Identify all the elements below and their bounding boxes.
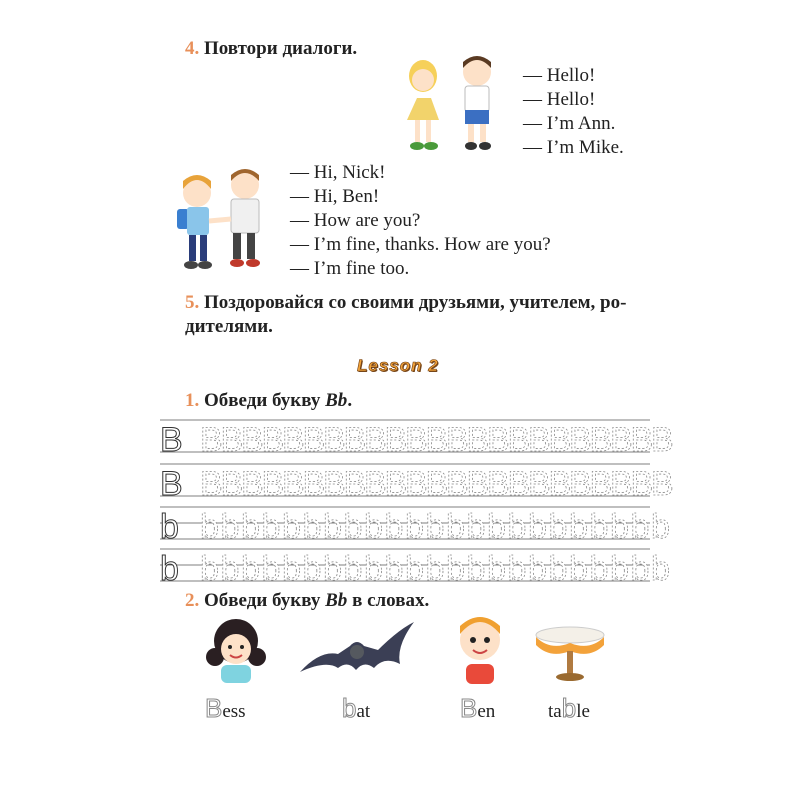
traced-letter[interactable]: b — [487, 508, 506, 546]
task-4-heading — [185, 38, 357, 60]
traced-letter[interactable]: B — [302, 465, 326, 503]
traced-letter[interactable]: B — [384, 465, 408, 503]
task-1-text: Обведи букву — [204, 390, 326, 411]
traced-letter[interactable]: b — [282, 508, 301, 546]
traced-letter[interactable]: b — [651, 508, 670, 546]
task-2-letters: Bb — [325, 590, 348, 611]
traced-letter[interactable]: B — [630, 421, 654, 459]
nick-and-ben-icon — [165, 165, 275, 275]
task-1-end: . — [347, 390, 353, 411]
traced-letter[interactable]: b — [220, 550, 240, 588]
traced-letter[interactable]: B — [425, 465, 449, 503]
traced-letter[interactable]: B — [220, 465, 244, 503]
traced-letter[interactable]: B — [241, 421, 264, 459]
traced-letter[interactable]: b — [384, 550, 404, 588]
traced-letter[interactable]: B — [384, 421, 408, 459]
traced-letter[interactable]: b — [630, 550, 650, 588]
traced-letter[interactable]: b — [528, 550, 547, 588]
word-rest: at — [356, 701, 371, 722]
trace-row-upper-2[interactable] — [160, 462, 674, 503]
traced-letter[interactable]: b — [630, 508, 650, 546]
task-4-number: 4. — [185, 38, 200, 59]
traced-letter[interactable]: b — [241, 508, 260, 546]
dialog-2 — [290, 161, 551, 281]
task-5-heading — [185, 291, 626, 339]
traced-letter[interactable]: b — [343, 508, 363, 546]
traced-letter[interactable]: B — [569, 465, 592, 503]
dialog-1-line: — I’m Mike. — [523, 137, 624, 158]
word-bat[interactable] — [342, 693, 370, 724]
sample-letter: B — [160, 421, 183, 459]
dialog-2-line: — How are you? — [290, 210, 421, 231]
traced-letter[interactable]: b — [569, 508, 588, 546]
traced-letter[interactable]: b — [405, 508, 424, 546]
trace-lines — [160, 505, 670, 546]
traced-letter[interactable]: b — [548, 508, 568, 546]
traced-letter[interactable]: B — [446, 465, 469, 503]
trace-row-upper-1[interactable] — [160, 418, 674, 459]
traced-letter[interactable]: B — [507, 465, 531, 503]
traced-letter[interactable]: b — [384, 508, 404, 546]
trace-row-lower-2[interactable] — [160, 547, 670, 588]
traced-letter[interactable]: b — [261, 508, 281, 546]
traced-letter[interactable]: b — [589, 550, 609, 588]
traced-letter[interactable]: B — [528, 465, 551, 503]
traced-letter[interactable]: b — [405, 550, 424, 588]
traced-letter[interactable]: B — [323, 465, 346, 503]
boy-icon — [448, 608, 512, 684]
traced-letter[interactable]: b — [651, 550, 670, 588]
traced-letter[interactable]: B — [261, 421, 285, 459]
traced-letter[interactable]: b — [507, 550, 527, 588]
traced-letter[interactable]: b — [446, 508, 465, 546]
dialog-1-line: — I’m Ann. — [523, 113, 616, 134]
traced-letter[interactable]: B — [323, 421, 346, 459]
traced-letter[interactable]: B — [569, 421, 592, 459]
traced-letter[interactable]: b — [425, 550, 445, 588]
traced-letter[interactable]: B — [425, 421, 449, 459]
girl-icon — [205, 615, 267, 685]
traced-letter[interactable]: B — [507, 421, 531, 459]
word-start: ta — [548, 701, 562, 722]
traced-letter[interactable]: b — [446, 550, 465, 588]
traced-letter[interactable]: B — [200, 421, 223, 459]
traced-letter[interactable]: b — [343, 550, 363, 588]
dialog-2-line: — Hi, Ben! — [290, 186, 380, 207]
task-5-line-2: дителями. — [185, 316, 273, 337]
traced-letter[interactable]: b — [200, 550, 219, 588]
traced-letter[interactable]: B — [610, 465, 633, 503]
traced-letter[interactable]: b — [241, 550, 260, 588]
traced-letter[interactable]: B — [528, 421, 551, 459]
traced-letter[interactable]: B — [548, 465, 572, 503]
traced-letter[interactable]: b — [302, 550, 322, 588]
traced-letter[interactable]: B — [487, 421, 510, 459]
traced-letter[interactable]: B — [282, 421, 305, 459]
trace-row-lower-1[interactable] — [160, 505, 670, 546]
traced-letter[interactable]: b — [569, 550, 588, 588]
traced-letter[interactable]: B — [589, 421, 613, 459]
traced-letter[interactable]: b — [364, 550, 383, 588]
traced-letter[interactable]: b — [302, 508, 322, 546]
traced-letter[interactable]: B — [343, 465, 367, 503]
traced-letter[interactable]: b — [487, 550, 506, 588]
task-2-number: 2. — [185, 590, 200, 611]
traced-letter[interactable]: b — [589, 508, 609, 546]
traced-letter[interactable]: B — [302, 421, 326, 459]
task-1-letters: Bb — [325, 390, 348, 411]
traced-letter[interactable]: b — [528, 508, 547, 546]
traced-letter[interactable]: b — [548, 550, 568, 588]
traced-letter[interactable]: B — [651, 465, 674, 503]
word-rest: ess — [222, 701, 246, 722]
traced-letter[interactable]: B — [446, 421, 469, 459]
traced-letter[interactable]: B — [282, 465, 305, 503]
traced-letter[interactable]: B — [466, 465, 490, 503]
trace-lines — [160, 462, 674, 503]
task-2-end: в словах. — [347, 590, 430, 611]
traced-letter[interactable]: B — [589, 465, 613, 503]
traced-letter[interactable]: B — [651, 421, 674, 459]
traced-letter[interactable]: b — [323, 550, 342, 588]
traced-letter[interactable]: B — [343, 421, 367, 459]
task-5-number: 5. — [185, 292, 200, 313]
ann-and-mike-icon — [395, 50, 515, 158]
sample-letter: B — [160, 465, 183, 503]
bat-icon — [300, 620, 415, 682]
traced-letter[interactable]: b — [364, 508, 383, 546]
traced-letter[interactable]: b — [610, 508, 629, 546]
traced-letter[interactable]: b — [261, 550, 281, 588]
task-4-text: Повтори диалоги. — [204, 38, 358, 59]
task-2-heading — [185, 590, 429, 612]
traced-letter[interactable]: b — [610, 550, 629, 588]
traced-letter[interactable]: b — [282, 550, 301, 588]
dialog-2-line: — I’m fine too. — [290, 258, 410, 279]
word-ben[interactable] — [460, 693, 495, 724]
task-1-number: 1. — [185, 390, 200, 411]
traced-letter[interactable]: b — [342, 693, 357, 723]
traced-letter[interactable]: B — [548, 421, 572, 459]
traced-letter[interactable]: B — [261, 465, 285, 503]
traced-letter[interactable]: B — [220, 421, 244, 459]
traced-letter[interactable]: B — [460, 693, 478, 723]
traced-letter[interactable]: B — [466, 421, 490, 459]
traced-letter[interactable]: B — [364, 421, 387, 459]
dialog-1-line: — Hello! — [523, 65, 596, 86]
task-1-heading — [185, 390, 352, 412]
dialog-2-line: — Hi, Nick! — [290, 162, 386, 183]
traced-letter[interactable]: B — [405, 465, 428, 503]
word-rest: en — [477, 701, 496, 722]
dialog-1 — [523, 64, 624, 160]
traced-letter[interactable]: b — [323, 508, 342, 546]
traced-letter[interactable]: b — [220, 508, 240, 546]
traced-letter[interactable]: B — [487, 465, 510, 503]
traced-letter[interactable]: b — [561, 693, 577, 723]
traced-letter[interactable]: b — [200, 508, 219, 546]
sample-letter: b — [160, 508, 179, 546]
trace-lines — [160, 547, 670, 588]
task-5-line-1: Поздоровайся со своими друзьями, учителем, ро- — [204, 292, 627, 313]
dialog-1-line: — Hello! — [523, 89, 596, 110]
traced-letter[interactable]: B — [364, 465, 387, 503]
traced-letter[interactable]: B — [610, 421, 633, 459]
traced-letter[interactable]: b — [507, 508, 527, 546]
word-rest: le — [576, 701, 590, 722]
traced-letter[interactable]: B — [630, 465, 654, 503]
word-bess[interactable] — [205, 693, 246, 724]
traced-letter[interactable]: B — [241, 465, 264, 503]
trace-lines — [160, 418, 674, 459]
traced-letter[interactable]: B — [205, 693, 223, 723]
lesson-title: Lesson 2 — [357, 356, 439, 375]
traced-letter[interactable]: B — [200, 465, 223, 503]
word-table[interactable] — [548, 693, 590, 724]
traced-letter[interactable]: b — [425, 508, 445, 546]
traced-letter[interactable]: b — [466, 550, 486, 588]
traced-letter[interactable]: B — [405, 421, 428, 459]
task-2-text: Обведи букву — [204, 590, 326, 611]
traced-letter[interactable]: b — [466, 508, 486, 546]
dialog-2-line: — I’m fine, thanks. How are you? — [290, 234, 551, 255]
table-icon — [530, 625, 610, 685]
sample-letter: b — [160, 550, 179, 588]
